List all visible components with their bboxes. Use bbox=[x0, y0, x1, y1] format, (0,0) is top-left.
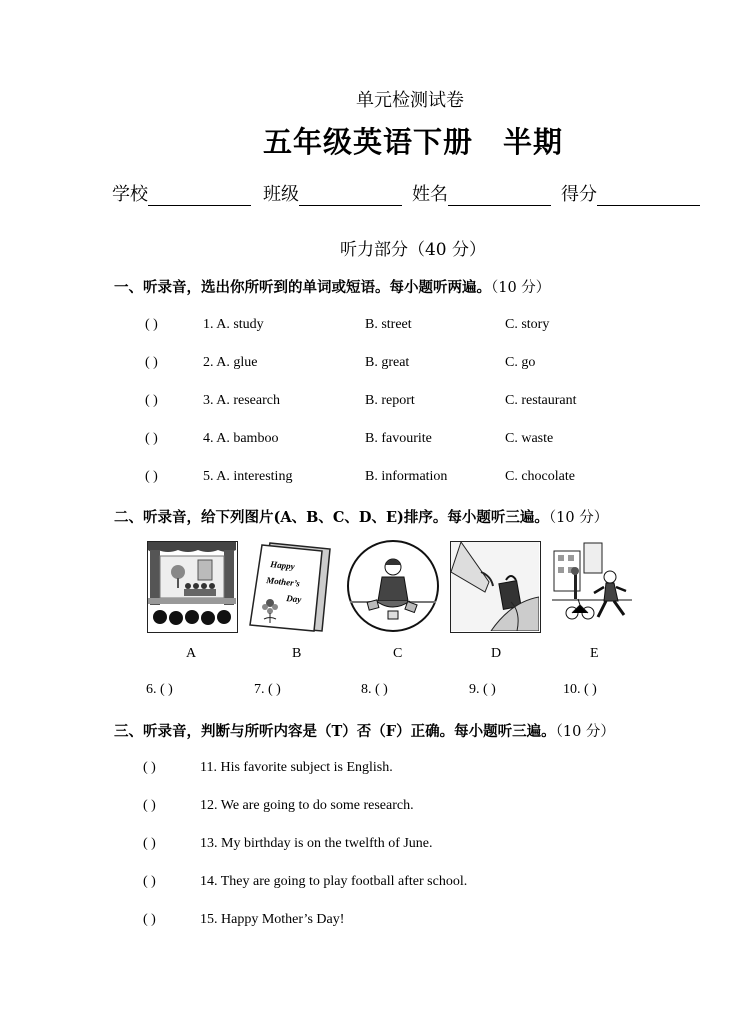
option-a: 3. A. research bbox=[203, 393, 280, 408]
listening-part-title: 听力部分（40 分） bbox=[339, 240, 487, 260]
svg-text:Mother’s: Mother’s bbox=[265, 575, 301, 589]
exam-title-main: 五年级英语下册 bbox=[262, 125, 473, 159]
section1-heading: 一、听录音，选出你所听到的单词或短语。每小题听两遍。（10 分） bbox=[114, 279, 551, 296]
option-c: C. waste bbox=[505, 431, 554, 446]
answer-paren[interactable]: ( ) bbox=[145, 355, 158, 370]
option-b: B. great bbox=[365, 355, 410, 370]
statement: 14. They are going to play football after school. bbox=[200, 874, 468, 889]
option-c: C. go bbox=[505, 355, 536, 370]
picture-label-e: E bbox=[590, 646, 599, 661]
picture-c-boy-with-papers bbox=[346, 539, 440, 633]
answer-slot-9[interactable]: 9. ( ) bbox=[469, 682, 496, 697]
picture-label-d: D bbox=[491, 646, 502, 661]
name-field: 姓名 bbox=[412, 180, 551, 206]
option-c: C. story bbox=[505, 317, 550, 332]
option-b: B. street bbox=[365, 317, 412, 332]
picture-e-boy-running bbox=[548, 541, 636, 633]
svg-text:Happy: Happy bbox=[269, 559, 296, 572]
school-blank[interactable] bbox=[148, 185, 251, 206]
option-c: C. restaurant bbox=[505, 393, 577, 408]
tf-answer-paren[interactable]: ( ) bbox=[143, 760, 156, 775]
score-blank[interactable] bbox=[597, 185, 700, 206]
option-b: B. favourite bbox=[365, 431, 432, 446]
exam-subtitle: 单元检测试卷 bbox=[356, 90, 464, 111]
exam-title bbox=[0, 120, 737, 161]
tf-answer-paren[interactable]: ( ) bbox=[143, 836, 156, 851]
picture-a-stage-show bbox=[147, 541, 238, 633]
picture-label-c: C bbox=[393, 646, 403, 661]
statement: 11. His favorite subject is English. bbox=[200, 760, 393, 775]
option-c: C. chocolate bbox=[505, 469, 575, 484]
school-field: 学校 bbox=[112, 180, 251, 206]
answer-paren[interactable]: ( ) bbox=[145, 469, 158, 484]
tf-answer-paren[interactable]: ( ) bbox=[143, 912, 156, 927]
picture-d-hands-with-gift bbox=[450, 541, 541, 633]
class-field: 班级 bbox=[263, 180, 402, 206]
answer-slot-10[interactable]: 10. ( ) bbox=[563, 682, 597, 697]
answer-paren[interactable]: ( ) bbox=[145, 431, 158, 446]
picture-b-mothers-day-card bbox=[248, 541, 332, 633]
statement: 13. My birthday is on the twelfth of June. bbox=[200, 836, 433, 851]
score-field: 得分 bbox=[561, 180, 700, 206]
answer-slot-8[interactable]: 8. ( ) bbox=[361, 682, 388, 697]
picture-label-b: B bbox=[292, 646, 302, 661]
answer-slot-6[interactable]: 6. ( ) bbox=[146, 682, 173, 697]
option-a: 2. A. glue bbox=[203, 355, 258, 370]
exam-title-suffix: 半期 bbox=[503, 125, 564, 159]
section2-heading: 二、听录音，给下列图片(A、B、C、D、E)排序。每小题听三遍。（10 分） bbox=[114, 509, 609, 526]
answer-paren[interactable]: ( ) bbox=[145, 317, 158, 332]
answer-slot-7[interactable]: 7. ( ) bbox=[254, 682, 281, 697]
class-blank[interactable] bbox=[299, 185, 402, 206]
option-b: B. report bbox=[365, 393, 415, 408]
answer-paren[interactable]: ( ) bbox=[145, 393, 158, 408]
tf-answer-paren[interactable]: ( ) bbox=[143, 798, 156, 813]
option-a: 1. A. study bbox=[203, 317, 264, 332]
name-blank[interactable] bbox=[448, 185, 551, 206]
option-b: B. information bbox=[365, 469, 448, 484]
statement: 12. We are going to do some research. bbox=[200, 798, 414, 813]
picture-label-a: A bbox=[186, 646, 197, 661]
option-a: 4. A. bamboo bbox=[203, 431, 279, 446]
statement: 15. Happy Mother’s Day! bbox=[200, 912, 345, 927]
svg-text:Day: Day bbox=[285, 593, 302, 605]
section3-heading: 三、听录音，判断与所听内容是（T）否（F）正确。每小题听三遍。（10 分） bbox=[114, 723, 615, 740]
option-a: 5. A. interesting bbox=[203, 469, 293, 484]
tf-answer-paren[interactable]: ( ) bbox=[143, 874, 156, 889]
